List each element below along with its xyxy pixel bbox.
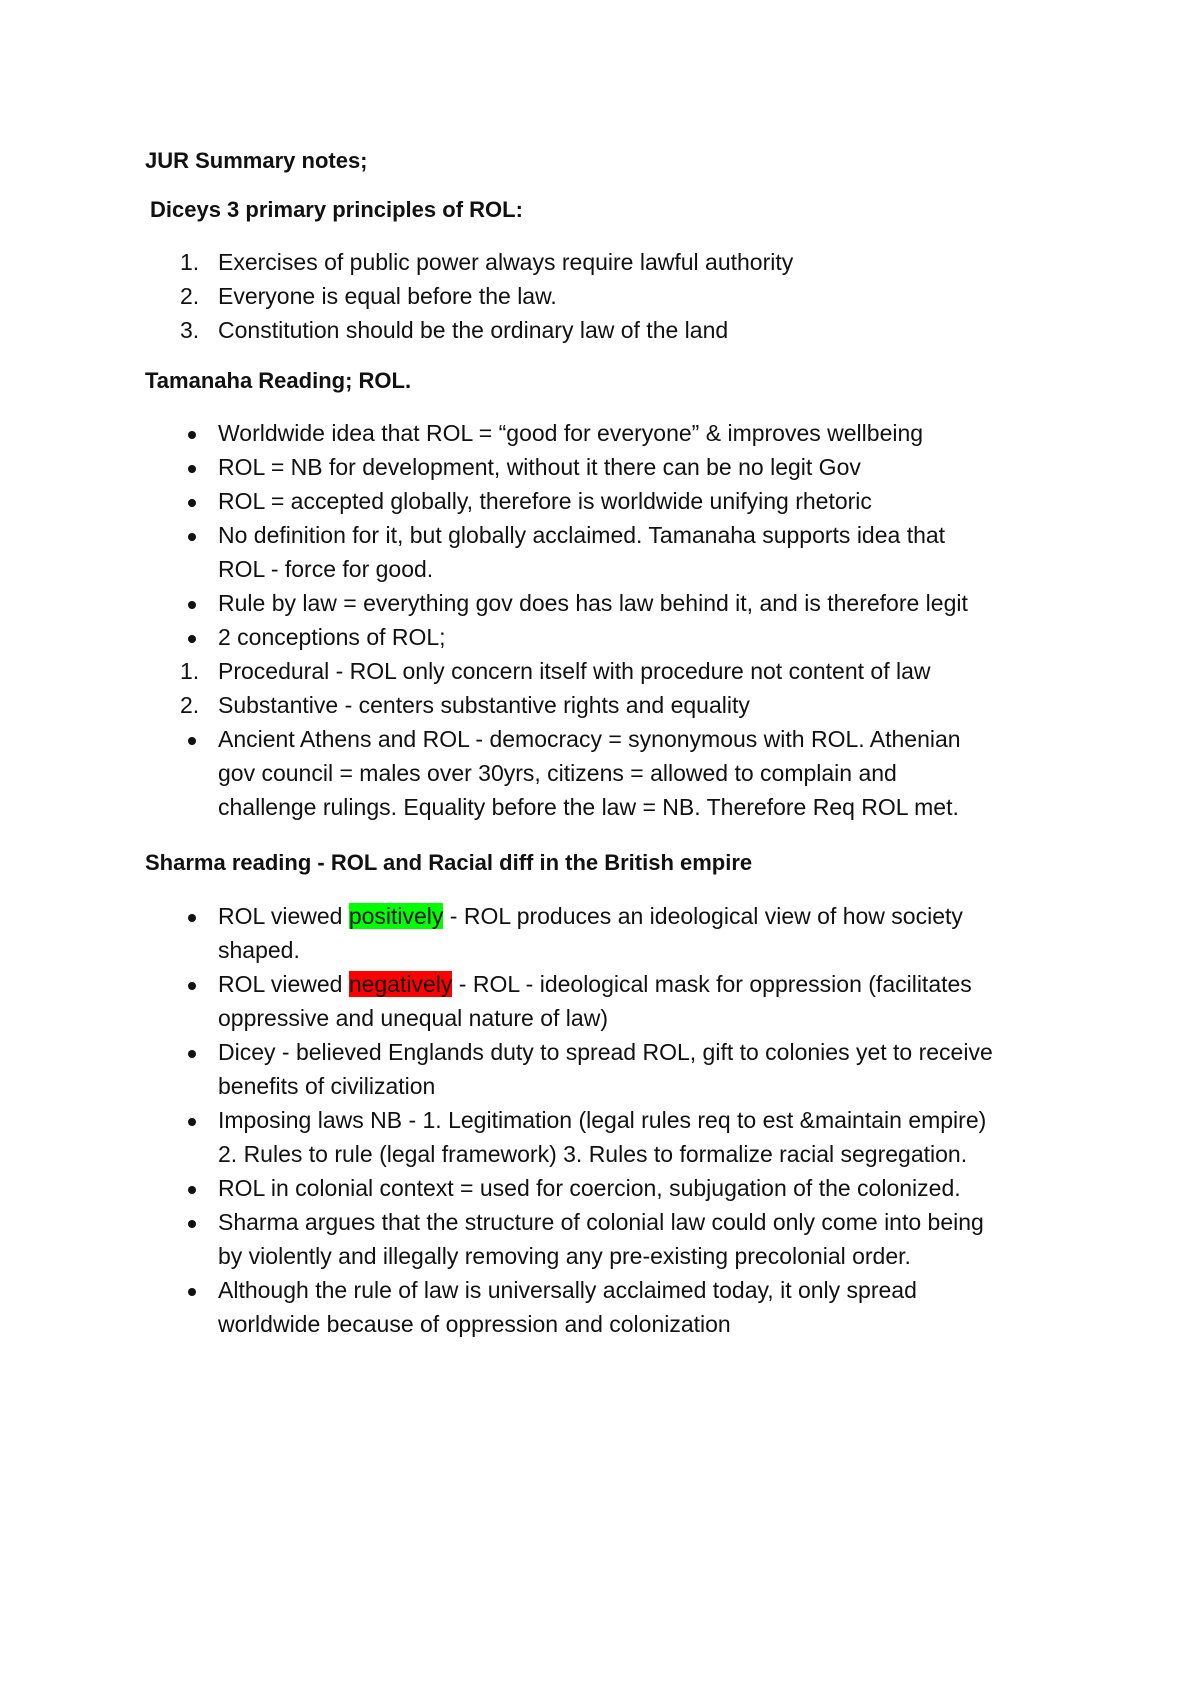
list-item-line: Dicey - believed Englands duty to spread ROL, gift to colonies yet to receive [218, 1039, 993, 1065]
bullet-icon [188, 431, 196, 439]
list-item-line: 2. Rules to rule (legal framework) 3. Rules to formalize racial segregation. [218, 1141, 968, 1167]
list-item-line [218, 969, 972, 999]
highlighted-text: negatively [348, 971, 453, 997]
list-item-line: Ancient Athens and ROL - democracy = synonymous with ROL. Athenian [218, 726, 961, 752]
section-heading: Diceys 3 primary principles of ROL: [150, 197, 523, 222]
list-item-line: Substantive - centers substantive rights and equality [218, 692, 750, 718]
list-item-line: Imposing laws NB - 1. Legitimation (legal rules req to est &maintain empire) [218, 1107, 987, 1133]
bullet-icon [188, 465, 196, 473]
bullet-icon [188, 1050, 196, 1058]
list-item-line: 2 conceptions of ROL; [218, 624, 446, 650]
bullet-icon [188, 601, 196, 609]
list-item-line: benefits of civilization [218, 1073, 436, 1099]
list-item-line [218, 901, 963, 931]
list-number: 1. [180, 249, 200, 275]
list-item-line: ROL - force for good. [218, 556, 434, 582]
bullet-icon [188, 914, 196, 922]
list-item-line: Although the rule of law is universally acclaimed today, it only spread [218, 1277, 917, 1303]
list-item-line: Worldwide idea that ROL = “good for everyone” & improves wellbeing [218, 420, 924, 446]
bullet-icon [188, 1118, 196, 1126]
highlighted-text: positively [348, 903, 444, 929]
bullet-icon [188, 1220, 196, 1228]
section-heading: Sharma reading - ROL and Racial diff in the British empire [145, 850, 753, 875]
list-item-line: Sharma argues that the structure of colonial law could only come into being [218, 1209, 984, 1235]
item-text: - ROL - ideological mask for oppression (facilitates [452, 971, 972, 997]
list-item-line: ROL = NB for development, without it there can be no legit Gov [218, 454, 861, 480]
item-text: ROL viewed [218, 971, 349, 997]
list-item-line: No definition for it, but globally acclaimed. Tamanaha supports idea that [218, 522, 946, 548]
list-item-line: Everyone is equal before the law. [218, 283, 557, 309]
section-heading: Tamanaha Reading; ROL. [145, 368, 412, 393]
bullet-icon [188, 635, 196, 643]
list-item-line: oppressive and unequal nature of law) [218, 1005, 608, 1031]
list-item-line: by violently and illegally removing any pre-existing precolonial order. [218, 1243, 911, 1269]
list-number: 1. [180, 658, 200, 684]
list-item-line: Exercises of public power always require lawful authority [218, 249, 794, 275]
bullet-icon [188, 737, 196, 745]
list-item-line: ROL = accepted globally, therefore is worldwide unifying rhetoric [218, 488, 872, 514]
bullet-icon [188, 1288, 196, 1296]
list-number: 3. [180, 317, 200, 343]
list-item-line: gov council = males over 30yrs, citizens = allowed to complain and [218, 760, 897, 786]
list-number: 2. [180, 283, 200, 309]
bullet-icon [188, 499, 196, 507]
list-item-line: Constitution should be the ordinary law of the land [218, 317, 729, 343]
page-title: JUR Summary notes; [145, 148, 368, 173]
list-item-line: Procedural - ROL only concern itself with procedure not content of law [218, 658, 931, 684]
item-text: - ROL produces an ideological view of how society [443, 903, 963, 929]
bullet-icon [188, 533, 196, 541]
list-item-line: ROL in colonial context = used for coercion, subjugation of the colonized. [218, 1175, 961, 1201]
bullet-icon [188, 1186, 196, 1194]
list-item-line: challenge rulings. Equality before the law = NB. Therefore Req ROL met. [218, 794, 959, 820]
list-number: 2. [180, 692, 200, 718]
list-item-line: shaped. [218, 937, 300, 963]
item-text: ROL viewed [218, 903, 349, 929]
bullet-icon [188, 982, 196, 990]
list-item-line: Rule by law = everything gov does has law behind it, and is therefore legit [218, 590, 968, 616]
list-item-line: worldwide because of oppression and colonization [218, 1311, 731, 1337]
